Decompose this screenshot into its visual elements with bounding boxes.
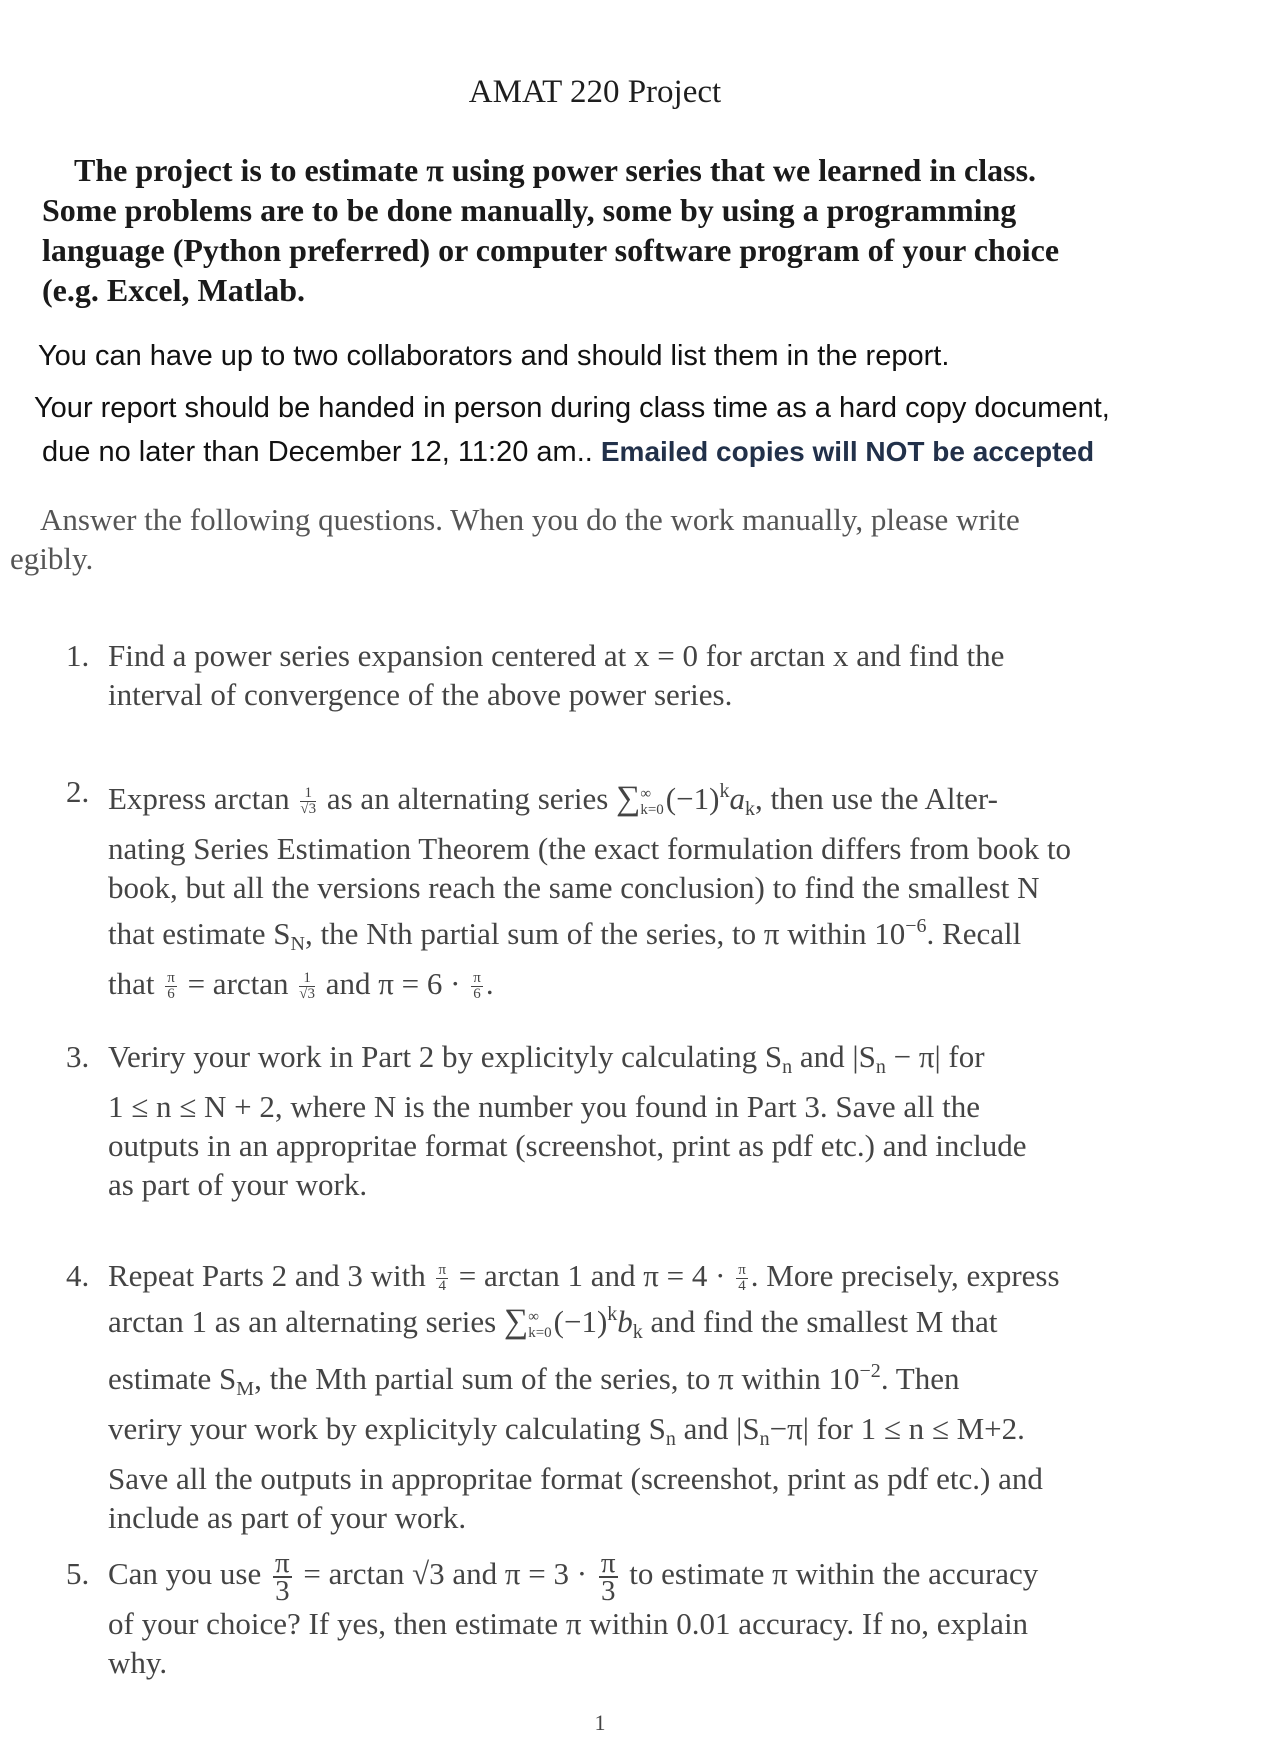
question-number: 4. bbox=[66, 1258, 90, 1293]
denominator: 4 bbox=[438, 1278, 446, 1295]
text-run: . Recall bbox=[926, 916, 1022, 951]
question-line: 1 ≤ n ≤ N + 2, where N is the number you found in Part 3. Save all the bbox=[108, 1089, 980, 1124]
text-run: , then use the Alter- bbox=[754, 781, 998, 816]
text-run: a bbox=[729, 781, 745, 816]
text-run: that estimate S bbox=[108, 916, 291, 951]
numerator: π bbox=[167, 970, 175, 987]
fraction bbox=[300, 786, 316, 817]
subscript: n bbox=[665, 1428, 676, 1450]
question-line: interval of convergence of the above power series. bbox=[108, 677, 733, 712]
question-line: as part of your work. bbox=[108, 1167, 368, 1202]
numerator: π bbox=[438, 1262, 447, 1279]
numerator: π bbox=[275, 1547, 290, 1579]
text-run: −π| for 1 ≤ n ≤ M+2. bbox=[769, 1411, 1025, 1446]
question-line bbox=[108, 907, 1206, 964]
page-title: AMAT 220 Project bbox=[468, 74, 722, 110]
question-number: 1. bbox=[66, 638, 90, 673]
subscript: n bbox=[875, 1056, 886, 1078]
text-run: = arctan 1 and π = 4 · bbox=[458, 1258, 726, 1293]
exponent: −6 bbox=[905, 915, 927, 937]
question-line: include as part of your work. bbox=[108, 1500, 467, 1535]
denominator: 6 bbox=[167, 986, 175, 1003]
subscript: n bbox=[782, 1056, 793, 1078]
question-line: Find a power series expansion centered at x = 0 for arctan x and find the bbox=[108, 638, 1005, 673]
exponent: k bbox=[719, 780, 730, 802]
question-4 bbox=[66, 1256, 1206, 1537]
text-run: , the Nth partial sum of the series, to π within 10 bbox=[304, 916, 906, 951]
fraction bbox=[436, 1263, 448, 1294]
denominator: 3 bbox=[600, 1575, 616, 1607]
sum-limits bbox=[528, 1309, 551, 1341]
text-run: Express arctan bbox=[108, 781, 290, 816]
page-number: 1 bbox=[594, 1710, 606, 1735]
due-date-text: due no later than December 12, 11:20 am.. bbox=[42, 436, 593, 468]
question-line bbox=[108, 1352, 1206, 1409]
text-run: Can you use bbox=[108, 1556, 262, 1592]
sum-lower: k=0 bbox=[528, 1324, 552, 1341]
question-1 bbox=[66, 636, 1206, 714]
text-run: − π| for bbox=[893, 1039, 985, 1074]
subscript: k bbox=[632, 1321, 643, 1343]
text-run: . Then bbox=[880, 1361, 960, 1396]
question-line bbox=[108, 1295, 1206, 1352]
answer-instructions bbox=[10, 500, 1200, 578]
text-run: Veriry your work in Part 2 by explicityly calculating S bbox=[108, 1039, 783, 1074]
text-run: to estimate π within the accuracy bbox=[629, 1556, 1039, 1592]
text-run: and |S bbox=[799, 1039, 876, 1074]
question-number: 5. bbox=[66, 1556, 90, 1591]
text-run: (−1) bbox=[553, 1304, 608, 1339]
sum-upper: ∞ bbox=[640, 785, 652, 802]
text-run: Repeat Parts 2 and 3 with bbox=[108, 1258, 426, 1293]
subscript: N bbox=[290, 933, 305, 955]
fraction bbox=[273, 1547, 292, 1607]
intro-line: language (Python preferred) or computer software program of your choice bbox=[42, 232, 1060, 268]
report-note-line bbox=[42, 436, 1094, 469]
instructions-line: egibly. bbox=[10, 541, 94, 576]
denominator: √3 bbox=[300, 801, 317, 818]
fraction bbox=[165, 971, 177, 1002]
question-line bbox=[108, 1409, 1206, 1459]
question-2 bbox=[66, 772, 1206, 1003]
text-run: that bbox=[108, 966, 155, 1001]
fraction bbox=[299, 971, 315, 1002]
text-run: , the Mth partial sum of the series, to π within 10 bbox=[254, 1361, 860, 1396]
instructions-line: Answer the following questions. When you do the work manually, please write bbox=[40, 502, 1020, 537]
question-line bbox=[108, 964, 1206, 1003]
collaborators-note: You can have up to two collaborators and should list them in the report. bbox=[38, 340, 950, 372]
question-number: 2. bbox=[66, 774, 90, 809]
denominator: √3 bbox=[299, 986, 316, 1003]
numerator: π bbox=[738, 1262, 746, 1279]
subscript: n bbox=[759, 1428, 770, 1450]
intro-line: (e.g. Excel, Matlab. bbox=[42, 272, 306, 308]
intro-line: Some problems are to be done manually, some by using a programming bbox=[42, 192, 1017, 228]
exponent: k bbox=[607, 1303, 618, 1325]
question-line bbox=[108, 1547, 1206, 1607]
sum-lower: k=0 bbox=[640, 801, 664, 818]
text-run: veriry your work by explicityly calculating S bbox=[108, 1411, 666, 1446]
fraction bbox=[471, 971, 483, 1002]
intro-paragraph bbox=[42, 150, 1162, 310]
text-run: . bbox=[485, 966, 494, 1001]
subscript: k bbox=[744, 798, 755, 820]
question-line: why. bbox=[108, 1645, 168, 1680]
text-run: . More precisely, express bbox=[750, 1258, 1060, 1293]
text-run: and |S bbox=[683, 1411, 760, 1446]
exponent: −2 bbox=[859, 1360, 881, 1382]
text-run: b bbox=[617, 1304, 633, 1339]
question-line bbox=[108, 772, 1206, 829]
question-line: outputs in an appropritae format (screenshot, print as pdf etc.) and include bbox=[108, 1128, 1027, 1163]
subscript: M bbox=[236, 1378, 255, 1400]
text-run: (−1) bbox=[665, 781, 720, 816]
question-line bbox=[108, 1256, 1206, 1295]
denominator: 4 bbox=[738, 1278, 746, 1295]
text-run: and π = 6 · bbox=[325, 966, 461, 1001]
text-run: = arctan bbox=[187, 966, 289, 1001]
question-line bbox=[108, 1037, 1206, 1087]
fraction bbox=[736, 1263, 748, 1294]
denominator: 6 bbox=[473, 986, 481, 1003]
numerator: π bbox=[600, 1547, 616, 1579]
fraction bbox=[599, 1547, 618, 1607]
numerator: 1 bbox=[299, 971, 315, 987]
sum-symbol: ∑ bbox=[503, 1303, 529, 1340]
sum-limits bbox=[640, 786, 663, 818]
question-number: 3. bbox=[66, 1039, 90, 1074]
sum-upper: ∞ bbox=[528, 1308, 539, 1325]
numerator: 1 bbox=[300, 786, 316, 802]
report-note-line: Your report should be handed in person during class time as a hard copy document, bbox=[34, 392, 1110, 424]
numerator: π bbox=[473, 970, 481, 987]
emailed-warning: Emailed copies will NOT be accepted bbox=[600, 436, 1095, 467]
text-run: = arctan √3 and π = 3 · bbox=[303, 1556, 588, 1592]
text-run: and find the smallest M that bbox=[650, 1304, 998, 1339]
intro-line: The project is to estimate π using power series that we learned in class. bbox=[74, 152, 1037, 188]
question-5 bbox=[66, 1547, 1206, 1682]
question-3 bbox=[66, 1037, 1206, 1204]
denominator: 3 bbox=[275, 1575, 290, 1607]
text-run: as an alternating series bbox=[326, 781, 609, 816]
text-run: arctan 1 as an alternating series bbox=[108, 1304, 497, 1339]
question-line: Save all the outputs in appropritae format (screenshot, print as pdf etc.) and bbox=[108, 1461, 1043, 1496]
sum-symbol: ∑ bbox=[616, 780, 641, 817]
question-line: of your choice? If yes, then estimate π within 0.01 accuracy. If no, explain bbox=[108, 1606, 1029, 1641]
text-run: estimate S bbox=[108, 1361, 237, 1396]
question-line: book, but all the versions reach the same conclusion) to find the smallest N bbox=[108, 870, 1040, 905]
question-line: nating Series Estimation Theorem (the exact formulation differs from book to bbox=[108, 831, 1072, 866]
